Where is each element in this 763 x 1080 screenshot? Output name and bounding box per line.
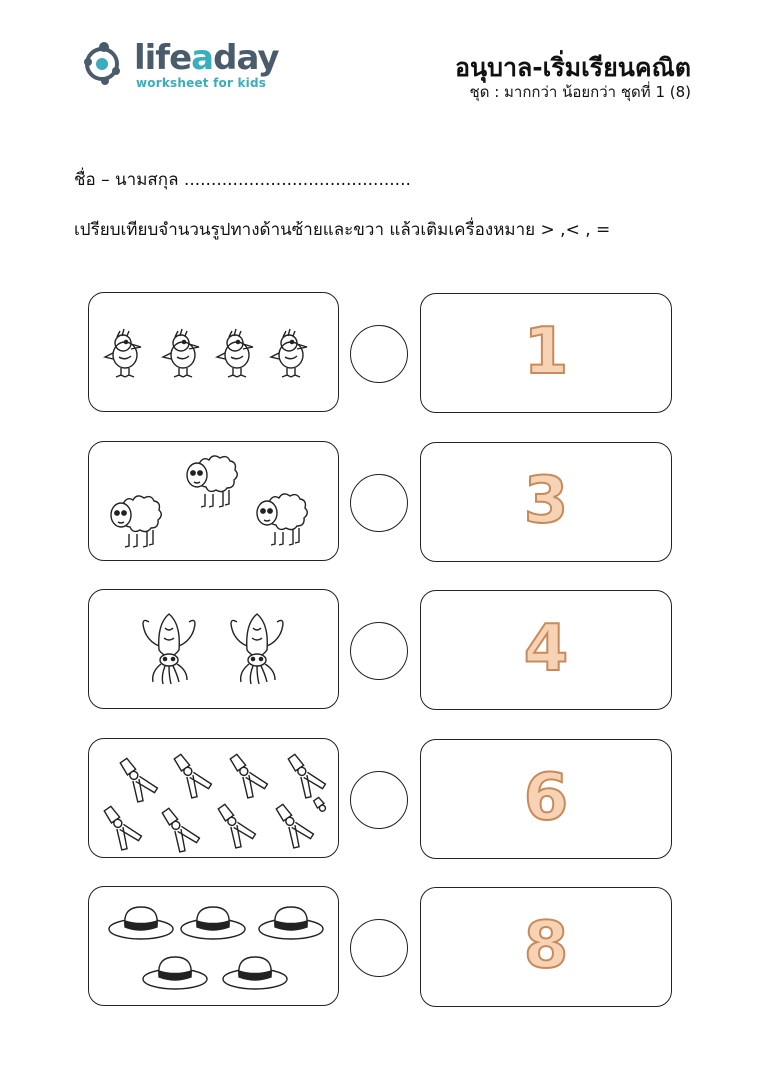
hat-icon [143, 957, 207, 989]
number-value: 8 [523, 909, 569, 983]
clip-icon [224, 750, 269, 800]
answer-circle-3[interactable] [350, 622, 408, 680]
picture-box-sheep [88, 441, 339, 561]
name-field-line[interactable]: ชื่อ – นามสกุล .......................................... [74, 170, 411, 190]
answer-circle-5[interactable] [350, 919, 408, 977]
comparison-row-5 [88, 886, 673, 1010]
hat-icon [223, 957, 287, 989]
clip-icon [156, 804, 201, 854]
comparison-row-1 [88, 292, 673, 416]
bird-icon [163, 329, 199, 377]
hat-icon [259, 907, 323, 939]
answer-circle-2[interactable] [350, 474, 408, 532]
bird-icon [271, 329, 307, 377]
picture-box-squids [88, 589, 339, 709]
comparison-row-3 [88, 589, 673, 713]
clip-icon [168, 750, 213, 800]
sheep-icon [111, 496, 161, 547]
number-value: 6 [523, 761, 569, 835]
number-box-5 [420, 887, 672, 1007]
bird-icon [217, 329, 253, 377]
clip-icon [212, 800, 257, 850]
comparison-row-4 [88, 738, 673, 862]
clip-icon [98, 802, 143, 852]
worksheet-title: อนุบาล-เริ่มเรียนคณิต [454, 53, 691, 82]
logo-tagline: worksheet for kids [136, 76, 267, 90]
number-box-4 [420, 739, 672, 859]
clip-icon [270, 800, 315, 850]
number-box-1 [420, 293, 672, 413]
picture-box-birds [88, 292, 339, 412]
molecule-logo-icon [82, 40, 130, 88]
instruction-text: เปรียบเทียบจำนวนรูปทางด้านซ้ายและขวา แล้วเติมเครื่องหมาย > ,< , = [74, 220, 611, 240]
hat-icon [109, 907, 173, 939]
hat-icon [181, 907, 245, 939]
answer-circle-1[interactable] [350, 325, 408, 383]
lifeaday-logo [82, 38, 282, 98]
squid-icon [231, 614, 283, 684]
picture-box-clips [88, 738, 339, 858]
number-value: 3 [523, 464, 569, 538]
clip-icon [313, 797, 328, 813]
logo-wordmark: lifeaday [134, 38, 279, 78]
number-box-2 [420, 442, 672, 562]
comparison-row-2 [88, 441, 673, 565]
clip-icon [114, 754, 159, 804]
sheep-icon [257, 494, 307, 545]
number-value: 1 [523, 315, 569, 389]
picture-box-hats [88, 886, 339, 1006]
worksheet-subtitle: ชุด : มากกว่า น้อยกว่า ชุดที่ 1 (8) [469, 83, 691, 101]
number-value: 4 [523, 612, 569, 686]
answer-circle-4[interactable] [350, 771, 408, 829]
sheep-icon [187, 456, 237, 507]
number-box-3 [420, 590, 672, 710]
squid-icon [143, 614, 195, 684]
clip-icon [282, 750, 327, 800]
bird-icon [105, 329, 141, 377]
